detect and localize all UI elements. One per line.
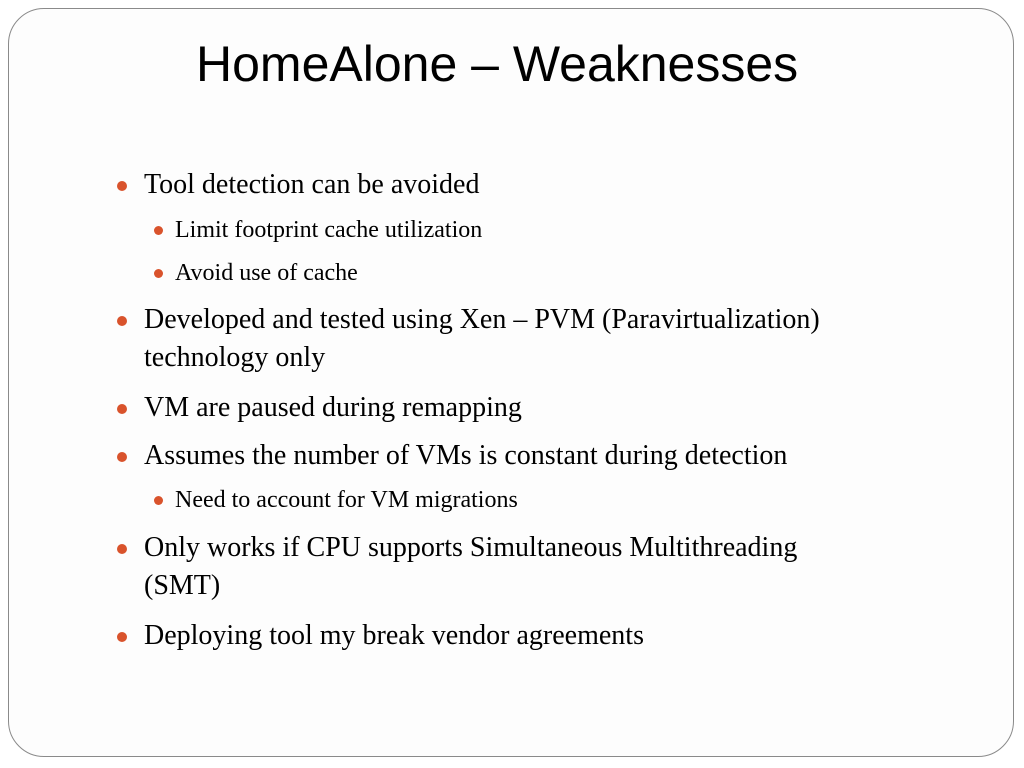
sub-bullet-item <box>175 485 518 515</box>
bullet-dot-icon <box>117 632 127 642</box>
bullet-text: Only works if CPU supports Simultaneous Multithreading <box>144 532 798 563</box>
bullet-dot-icon <box>117 181 127 191</box>
bullet-dot-icon <box>154 226 163 235</box>
bullet-text: Developed and tested using Xen – PVM (Paravirtualization) <box>144 304 820 335</box>
bullet-dot-icon <box>154 496 163 505</box>
bullet-dot-icon <box>117 316 127 326</box>
bullet-text: Tool detection can be avoided <box>144 169 480 200</box>
bullet-dot-icon <box>154 269 163 278</box>
sub-bullet-text: Limit footprint cache utilization <box>175 217 483 243</box>
bullet-text: VM are paused during remapping <box>144 392 522 423</box>
bullet-dot-icon <box>117 404 127 414</box>
sub-bullet-item <box>175 258 358 288</box>
bullet-text: Assumes the number of VMs is constant during detection <box>144 440 788 471</box>
bullet-text-continuation: (SMT) <box>144 570 221 601</box>
bullet-dot-icon <box>117 452 127 462</box>
bullet-dot-icon <box>117 544 127 554</box>
bullet-item <box>144 389 522 427</box>
slide-title: HomeAlone – Weaknesses <box>196 36 799 92</box>
sub-bullet-text: Need to account for VM migrations <box>175 487 518 513</box>
bullet-text: Deploying tool my break vendor agreements <box>144 620 644 651</box>
bullet-item <box>144 617 644 655</box>
bullet-item <box>144 166 479 204</box>
sub-bullet-text: Avoid use of cache <box>175 260 358 286</box>
bullet-item <box>144 529 797 605</box>
sub-bullet-item <box>175 215 482 245</box>
bullet-text-continuation: technology only <box>144 342 326 373</box>
bullet-item <box>144 437 787 475</box>
bullet-item <box>144 301 820 377</box>
